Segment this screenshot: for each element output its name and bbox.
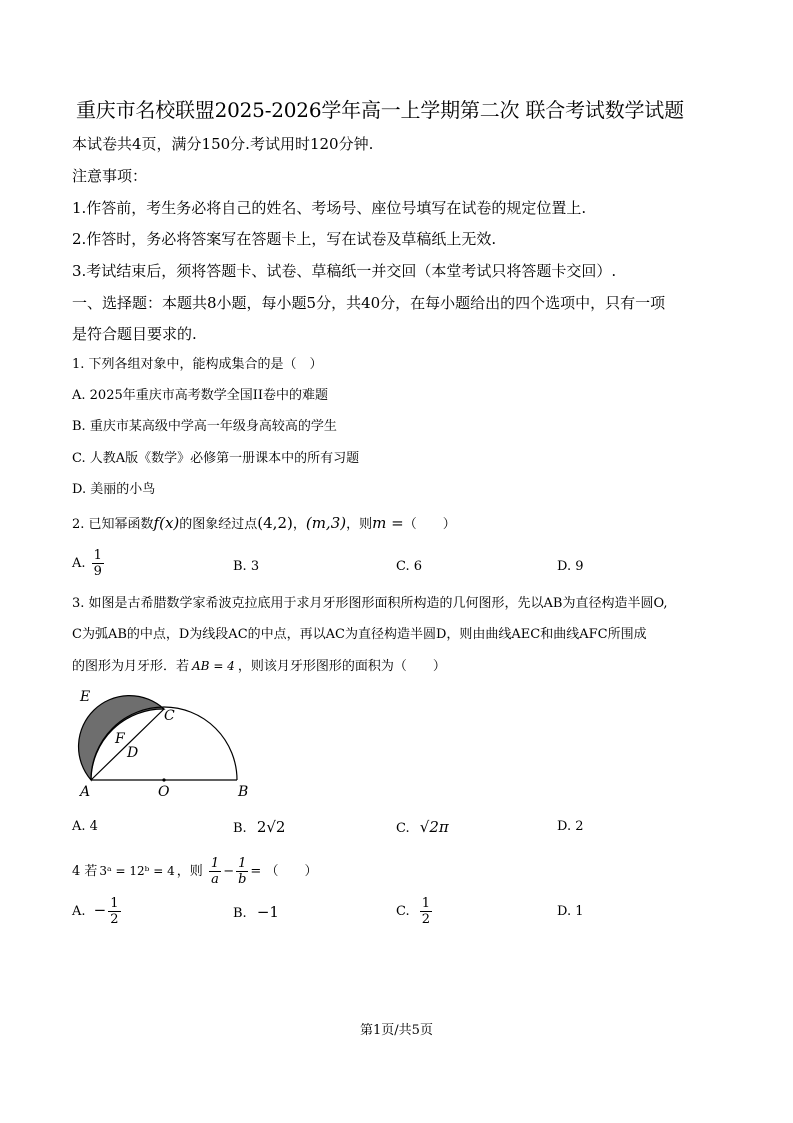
q3-option-c-label: C. xyxy=(396,821,410,836)
notice-heading: 注意事项： xyxy=(72,167,148,185)
q3-option-a: A. 4 xyxy=(72,819,98,834)
q2-point-2: (m,3) xyxy=(305,514,347,532)
q4-option-a xyxy=(72,896,123,927)
q4-option-d: D. 1 xyxy=(557,904,584,919)
label-d: D xyxy=(127,745,139,761)
q4-fraction-2-den: b xyxy=(238,872,247,887)
label-b: B xyxy=(238,784,249,800)
page-footer: 第1页/共5页 xyxy=(360,1023,433,1038)
q3-option-d: D. 2 xyxy=(557,819,584,834)
q4-stem xyxy=(72,856,317,887)
notice-item-1: 1.作答前，考生务必将自己的姓名、考场号、座位号填写在试卷的规定位置上. xyxy=(72,199,587,217)
label-e: E xyxy=(80,689,91,705)
exam-intro: 本试卷共4页，满分150分.考试用时120分钟. xyxy=(72,135,374,153)
q3-line-1: 3. 如图是古希腊数学家希波克拉底用于求月牙形图形面积所构造的几何图形，先以AB为直径构造半圆O, xyxy=(72,596,668,611)
q3-option-b-label: B. xyxy=(233,821,247,836)
q2-option-a-label: A. xyxy=(72,556,86,571)
q4-option-a-label: A. xyxy=(72,904,86,919)
q4-paren: （ ） xyxy=(265,864,318,879)
q2-func: f(x) xyxy=(153,514,180,532)
q1-option-c: C. 人教A版《数学》必修第一册课本中的所有习题 xyxy=(72,451,360,466)
q3-line-3-post: ，则该月牙形图形的面积为（ ） xyxy=(237,659,446,674)
q3-option-b xyxy=(233,818,285,838)
q4-option-c xyxy=(396,896,434,927)
q4-option-c-fraction xyxy=(420,896,432,927)
q4-eq: = xyxy=(250,864,262,879)
label-a: A xyxy=(80,784,91,800)
q4-stem-mid: ，则 xyxy=(176,864,203,879)
q4-option-a-fraction xyxy=(108,896,120,927)
q4-option-a-num: 1 xyxy=(110,896,119,911)
q4-fraction-2 xyxy=(236,856,248,887)
q4-option-c-num: 1 xyxy=(421,896,431,911)
q4-option-b-value: −1 xyxy=(256,903,279,921)
q3-option-c-value: √2π xyxy=(419,818,449,836)
lune-figure xyxy=(70,684,260,804)
q2-stem xyxy=(72,514,456,534)
q2-option-d: D. 9 xyxy=(557,559,584,574)
notice-item-2: 2.作答时，务必将答案写在答题卡上，写在试卷及草稿纸上无效. xyxy=(72,230,497,248)
q3-line-3-pre: 的图形为月牙形．若 xyxy=(72,659,190,674)
label-c: C xyxy=(164,708,175,724)
q4-fraction-1-num: 1 xyxy=(210,856,220,871)
q1-stem: 1. 下列各组对象中，能构成集合的是（ ） xyxy=(72,357,323,372)
q3-option-c xyxy=(396,818,449,838)
q2-stem-post: ，则 xyxy=(346,517,373,532)
q2-option-a-den: 9 xyxy=(93,564,102,579)
q4-fraction-1 xyxy=(209,856,221,887)
section-heading-line-2: 是符合题目要求的. xyxy=(72,325,197,343)
label-o: O xyxy=(158,784,170,800)
q4-option-c-label: C. xyxy=(396,904,410,919)
q1-option-d: D. 美丽的小鸟 xyxy=(72,482,156,497)
label-f: F xyxy=(115,731,125,747)
q4-stem-pre: 4 若 xyxy=(72,864,98,879)
page-title: 重庆市名校联盟2025-2026学年高一上学期第二次 联合考试数学试题 xyxy=(76,98,684,122)
q4-option-b xyxy=(233,903,279,923)
q1-option-b: B. 重庆市某高级中学高一年级身高较高的学生 xyxy=(72,419,337,434)
q1-option-a: A. 2025年重庆市高考数学全国II卷中的难题 xyxy=(72,388,329,403)
section-heading-line-1: 一、选择题：本题共8小题，每小题5分，共40分，在每小题给出的四个选项中，只有一项 xyxy=(72,294,666,312)
q2-ask: m = xyxy=(372,514,404,532)
q2-stem-mid: 的图象经过点 xyxy=(179,517,258,532)
q3-option-b-value: 2√2 xyxy=(256,818,286,836)
q4-option-a-sign: − xyxy=(93,901,107,919)
q3-line-3 xyxy=(72,657,446,676)
q2-stem-pre: 2. 已知幂函数 xyxy=(72,517,154,532)
q2-option-a-fraction xyxy=(92,548,104,579)
q2-option-c: C. 6 xyxy=(396,559,423,574)
q2-comma: ， xyxy=(292,517,306,532)
q4-option-b-label: B. xyxy=(233,906,247,921)
q2-point-1: (4,2) xyxy=(257,514,293,532)
q4-stem-math: 3ᵃ = 12ᵇ = 4 xyxy=(99,864,175,878)
q4-option-a-den: 2 xyxy=(110,912,119,927)
q2-option-b: B. 3 xyxy=(233,559,260,574)
q3-line-2: C为弧AB的中点，D为线段AC的中点，再以AC为直径构造半圆D，则由曲线AEC和曲线AFC所围成 xyxy=(72,627,647,642)
q2-paren: （ ） xyxy=(403,517,456,532)
notice-item-3: 3.考试结束后，须将答题卡、试卷、草稿纸一并交回（本堂考试只将答题卡交回）. xyxy=(72,262,617,280)
q3-line-3-math: AB = 4 xyxy=(192,659,235,673)
q4-fraction-2-num: 1 xyxy=(238,856,247,871)
q2-option-a xyxy=(72,548,106,579)
q4-minus: − xyxy=(223,864,235,879)
q4-option-c-den: 2 xyxy=(421,912,431,927)
q2-option-a-num: 1 xyxy=(93,548,102,563)
point-o-dot xyxy=(162,778,165,781)
q4-fraction-1-den: a xyxy=(211,872,219,887)
